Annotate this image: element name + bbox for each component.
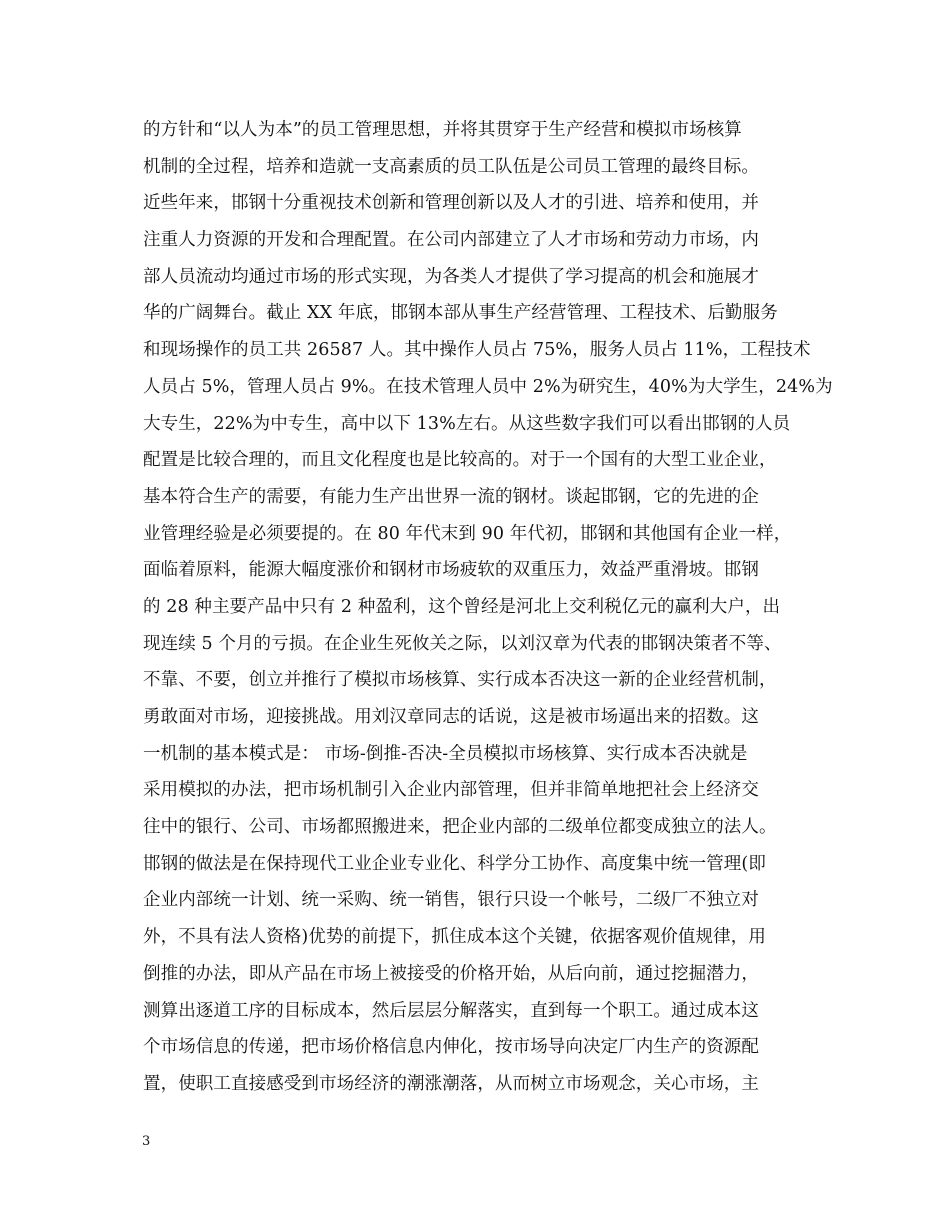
text-line: 采用模拟的办法，把市场机制引入企业内部管理，但并非简单地把社会上经济交 [143,780,759,801]
text-line: 近些年来，邯钢十分重视技术创新和管理创新以及人才的引进、培养和使用，并 [143,193,759,214]
text-line: 部人员流动均通过市场的形式实现，为各类人才提供了学习提高的机会和施展才 [143,266,759,287]
text-line: 个市场信息的传递，把市场价格信息内伸化，按市场导向决定厂内生产的资源配 [143,1037,759,1058]
text-line: 一机制的基本模式是： 市场-倒推-否决-全员模拟市场核算、实行成本否决就是 [143,743,748,764]
text-line: 面临着原料，能源大幅度涨价和钢材市场疲软的双重压力，效益严重滑坡。邯钢 [143,560,759,581]
text-line: 现连续 5 个月的亏损。在企业生死攸关之际，以刘汉章为代表的邯钢决策者不等、 [143,633,782,654]
text-line: 机制的全过程，培养和造就一支高素质的员工队伍是公司员工管理的最终目标。 [143,156,759,177]
text-line: 外，不具有法人资格)优势的前提下，抓住成本这个关键，依据客观价值规律，用 [143,927,766,948]
text-line: 往中的银行、公司、市场都照搬进来，把企业内部的二级单位都变成独立的法人。 [143,817,777,838]
text-line: 勇敢面对市场，迎接挑战。用刘汉章同志的话说，这是被市场逼出来的招数。这 [143,707,759,727]
text-line: 置，使职工直接感受到市场经济的潮涨潮落，从而树立市场观念，关心市场，主 [143,1073,759,1094]
text-line: 企业内部统一计划、统一采购、统一销售，银行只设一个帐号，二级厂不独立对 [143,890,759,911]
text-line: 的 28 种主要产品中只有 2 种盈利，这个曾经是河北上交利税亿元的赢利大户，出 [143,596,781,617]
text-line: 华的广阔舞台。截止 XX 年底，邯钢本部从事生产经营管理、工程技术、后勤服务 [143,303,778,324]
text-line: 邯钢的做法是在保持现代工业企业专业化、科学分工协作、高度集中统一管理(即 [143,853,766,874]
text-line: 大专生，22%为中专生，高中以下 13%左右。从这些数字我们可以看出邯钢的人员 [143,413,791,434]
text-line: 人员占 5%，管理人员占 9%。在技术管理人员中 2%为研究生，40%为大学生，24%为 [143,376,833,397]
text-line: 注重人力资源的开发和合理配置。在公司内部建立了人才市场和劳动力市场，内 [143,230,759,251]
text-line: 配置是比较合理的，而且文化程度也是比较高的。对于一个国有的大型工业企业， [143,450,777,471]
body-text [143,112,833,1103]
text-line: 不靠、不要，创立并推行了模拟市场核算、实行成本否决这一新的企业经营机制， [143,670,777,691]
text-line: 的方针和“以人为本”的员工管理思想，并将其贯穿于生产经营和模拟市场核算 [143,120,742,140]
page-number: 3 [142,1134,151,1149]
text-line: 倒推的办法，即从产品在市场上被接受的价格开始，从后向前，通过挖掘潜力， [143,963,759,984]
text-line: 测算出逐道工序的目标成本，然后层层分解落实，直到每一个职工。通过成本这 [143,1000,759,1021]
text-line: 基本符合生产的需要，有能力生产出世界一流的钢材。谈起邯钢，它的先进的企 [143,486,759,507]
text-line: 业管理经验是必须要提的。在 80 年代末到 90 年代初，邯钢和其他国有企业一样， [143,523,792,544]
text-line: 和现场操作的员工共 26587 人。其中操作人员占 75%，服务人员占 11%，工程技术 [143,340,811,361]
